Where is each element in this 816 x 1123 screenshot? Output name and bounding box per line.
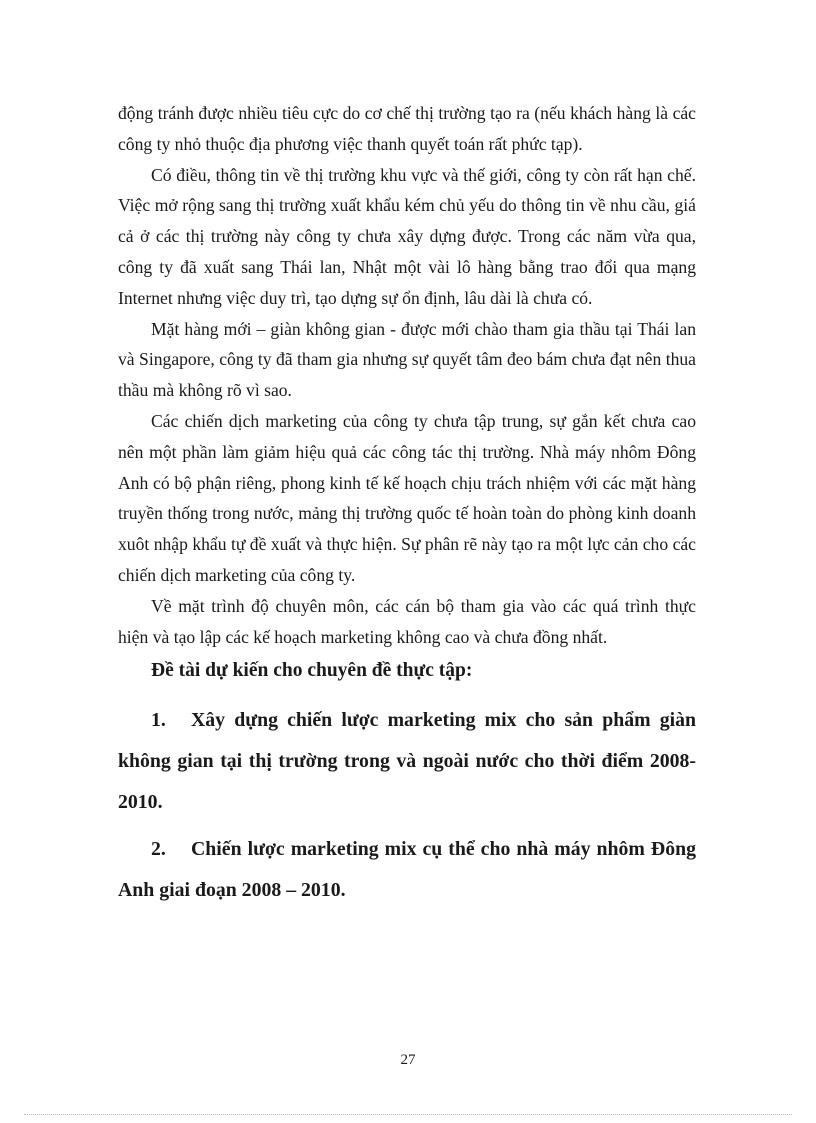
body-paragraph: Các chiến dịch marketing của công ty chưa tập trung, sự gắn kết chưa cao nên một phần làm giảm hiệu quả các công tác thị trường. Nhà máy nhôm Đông Anh có bộ phận riêng, phong kinh tế kế hoạch chịu trách nhiệm với các mặt hàng truyền thống trong nước, mảng thị trường quốc tế hoàn toàn do phòng kinh doanh xuôt nhập khẩu tự đề xuất và thực hiện. Sự phân rẽ này tạo ra một lực cản cho các chiến dịch marketing của công ty. <box>118 410 696 585</box>
body-paragraph: Có điều, thông tin về thị trường khu vực và thế giới, công ty còn rất hạn chế. Việc mở rộng sang thị trường xuất khẩu kém chủ yếu do thông tin về nhu cầu, giá cả ở các thị trường này công ty chưa xây dựng được. Trong các năm vừa qua, công ty đã xuất sang Thái lan, Nhật một vài lô hàng bằng trao đổi qua mạng Internet nhưng việc duy trì, tạo dựng sự ổn định, lâu dài là chưa có. <box>118 164 696 308</box>
topic-item <box>118 700 696 823</box>
page-number: 27 <box>400 1052 416 1068</box>
section-heading: Đề tài dự kiến cho chuyên đề thực tập: <box>151 660 473 682</box>
topic-number: 1. <box>151 709 166 732</box>
topic-item <box>118 829 696 911</box>
topic-text: Xây dựng chiến lược marketing mix cho sản phẩm giàn không gian tại thị trường trong và ngoài nước cho thời điểm 2008-2010. <box>118 709 696 814</box>
page-bottom-border <box>24 1114 792 1115</box>
topic-number: 2. <box>151 838 166 861</box>
body-paragraph: Về mặt trình độ chuyên môn, các cán bộ tham gia vào các quá trình thực hiện và tạo lập các kế hoạch marketing không cao và chưa đồng nhất. <box>118 595 696 647</box>
topic-text: Chiến lược marketing mix cụ thể cho nhà máy nhôm Đông Anh giai đoạn 2008 – 2010. <box>118 838 696 902</box>
body-paragraph: động tránh được nhiều tiêu cực do cơ chế thị trường tạo ra (nếu khách hàng là các công ty nhỏ thuộc địa phương việc thanh quyết toán rất phức tạp). <box>118 103 696 154</box>
page-body <box>118 98 696 911</box>
body-paragraph: Mặt hàng mới – giàn không gian - được mới chào tham gia thầu tại Thái lan và Singapore, công ty đã tham gia nhưng sự quyết tâm đeo bám chưa đạt nên thua thầu mà không rõ vì sao. <box>118 318 696 401</box>
